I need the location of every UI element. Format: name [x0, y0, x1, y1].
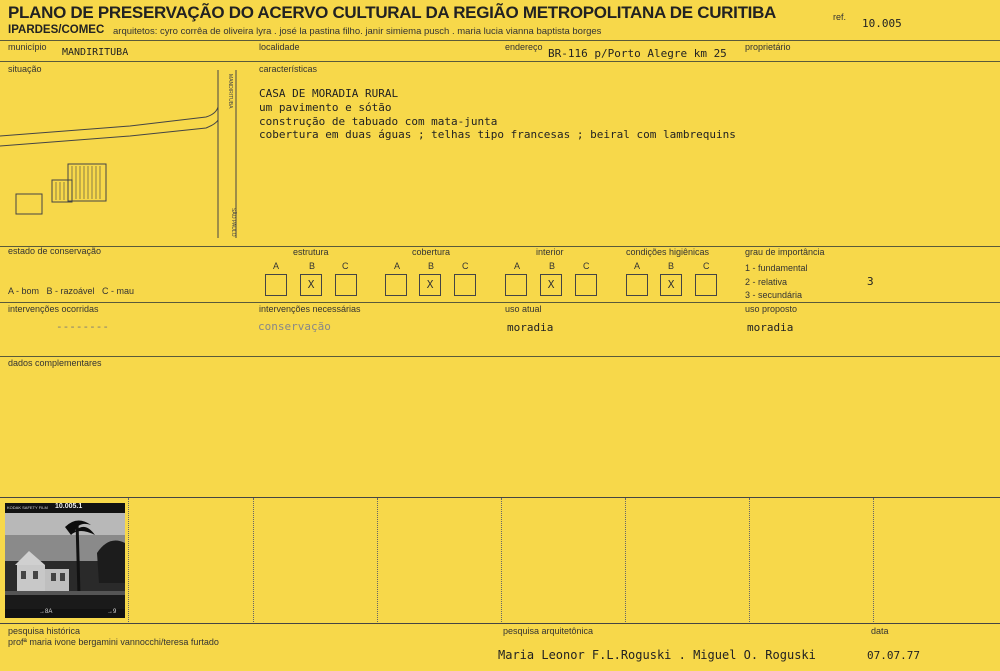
- situacao-label: situação: [8, 64, 42, 74]
- architects-line: arquitetos: cyro corrêa de oliveira lyra . josé la pastina filho. janir simiema pusch . maria lucia vianna baptista borges: [113, 26, 602, 37]
- checkbox-cobertura-a[interactable]: [385, 274, 407, 296]
- ref-label: ref.: [833, 12, 847, 22]
- photo-slot-divider: [873, 498, 874, 622]
- checkbox-estrutura-b[interactable]: X: [300, 274, 322, 296]
- divider: [0, 497, 1000, 498]
- importancia-label: grau de importância: [745, 247, 825, 257]
- divider: [0, 40, 1000, 41]
- photo-slot-divider: [625, 498, 626, 622]
- photo-slot-divider: [128, 498, 129, 622]
- municipio-value: MANDIRITUBA: [62, 47, 129, 58]
- photo-slot-divider: [749, 498, 750, 622]
- divider: [0, 623, 1000, 624]
- caracteristicas-line: construção de tabuado com mata-junta: [259, 115, 498, 128]
- importancia-value: 3: [867, 275, 874, 288]
- importancia-option: 3 - secundária: [745, 290, 803, 300]
- group-title-cobertura: cobertura: [412, 247, 451, 257]
- proprietario-label: proprietário: [745, 42, 791, 52]
- letter-b: B: [428, 261, 435, 271]
- photo-slot-divider: [501, 498, 502, 622]
- intervencoes-ocorridas-label: intervenções ocorridas: [8, 304, 99, 314]
- film-edge-left: →8A: [39, 609, 53, 615]
- conservacao-label: estado de conservação: [8, 246, 102, 256]
- divider: [0, 302, 1000, 303]
- checkbox-condicoes-c[interactable]: [695, 274, 717, 296]
- letter-b: B: [668, 261, 675, 271]
- letter-a: A: [394, 261, 401, 271]
- letter-b: B: [309, 261, 316, 271]
- data-label: data: [871, 626, 889, 636]
- pesquisa-arquitetonica-value: Maria Leonor F.L.Roguski . Miguel O. Roguski: [498, 648, 816, 662]
- letter-c: C: [342, 261, 349, 271]
- film-edge-text: KODAK SAFETY FILM: [7, 505, 48, 510]
- localidade-label: localidade: [259, 42, 300, 52]
- complementares-label: dados complementares: [8, 358, 102, 368]
- letter-c: C: [462, 261, 469, 271]
- divider: [0, 356, 1000, 357]
- contact-photo: [5, 503, 125, 618]
- letter-c: C: [583, 261, 590, 271]
- uso-proposto-value: moradia: [747, 321, 794, 334]
- endereco-value: BR-116 p/Porto Alegre km 25: [548, 47, 727, 60]
- checkbox-condicoes-a[interactable]: [626, 274, 648, 296]
- checkbox-cobertura-b[interactable]: X: [419, 274, 441, 296]
- intervencoes-ocorridas-value: --------: [56, 320, 109, 333]
- letter-a: A: [514, 261, 521, 271]
- form-title: PLANO DE PRESERVAÇÃO DO ACERVO CULTURAL DA REGIÃO METROPOLITANA DE CURITIBA: [8, 3, 777, 22]
- letter-c: C: [703, 261, 710, 271]
- caracteristicas-line: um pavimento e sótão: [259, 101, 392, 114]
- frame-number: 10.005.1: [55, 503, 83, 510]
- intervencoes-necessarias-label: intervenções necessárias: [259, 304, 361, 314]
- film-edge-right: →9: [107, 609, 117, 615]
- org-name: IPARDES/COMEC: [8, 24, 105, 36]
- group-title-condicoes: condições higiênicas: [626, 247, 710, 257]
- road-label-top: MANDIRITUBA: [227, 74, 233, 109]
- photo-slot-divider: [253, 498, 254, 622]
- checkbox-interior-a[interactable]: [505, 274, 527, 296]
- municipio-label: município: [8, 42, 47, 52]
- importancia-option: 1 - fundamental: [745, 263, 808, 273]
- checkbox-condicoes-b[interactable]: X: [660, 274, 682, 296]
- checkbox-interior-b[interactable]: X: [540, 274, 562, 296]
- group-title-interior: interior: [536, 247, 564, 257]
- caracteristicas-label: características: [259, 64, 318, 74]
- checkbox-interior-c[interactable]: [575, 274, 597, 296]
- letter-a: A: [634, 261, 641, 271]
- pesquisa-arquitetonica-label: pesquisa arquitetônica: [503, 626, 594, 636]
- uso-atual-label: uso atual: [505, 304, 542, 314]
- caracteristicas-line: cobertura em duas águas ; telhas tipo francesas ; beiral com lambrequins: [259, 128, 736, 141]
- importancia-option: 2 - relativa: [745, 277, 788, 287]
- pesquisa-historica-label: pesquisa histórica: [8, 626, 81, 636]
- checkbox-estrutura-c[interactable]: [335, 274, 357, 296]
- checkbox-estrutura-a[interactable]: [265, 274, 287, 296]
- pesquisa-historica-value: profª maria ivone bergamini vannocchi/teresa furtado: [8, 637, 219, 647]
- ref-number: 10.005: [862, 17, 902, 30]
- letter-a: A: [273, 261, 280, 271]
- house-photo-image: [5, 513, 125, 609]
- caracteristicas-line: CASA DE MORADIA RURAL: [259, 87, 399, 100]
- data-value: 07.07.77: [867, 649, 920, 662]
- conservacao-legend: A - bom B - razoável C - mau: [8, 286, 135, 296]
- road-label-bottom: SÃO PAULO: [230, 208, 236, 237]
- divider: [0, 246, 1000, 247]
- letter-b: B: [549, 261, 556, 271]
- intervencoes-necessarias-value: conservação: [258, 320, 331, 333]
- checkbox-cobertura-c[interactable]: [454, 274, 476, 296]
- endereco-label: endereço: [505, 42, 543, 52]
- photo-slot-divider: [377, 498, 378, 622]
- group-title-estrutura: estrutura: [293, 247, 329, 257]
- uso-atual-value: moradia: [507, 321, 554, 334]
- site-sketch: [0, 62, 255, 247]
- uso-proposto-label: uso proposto: [745, 304, 798, 314]
